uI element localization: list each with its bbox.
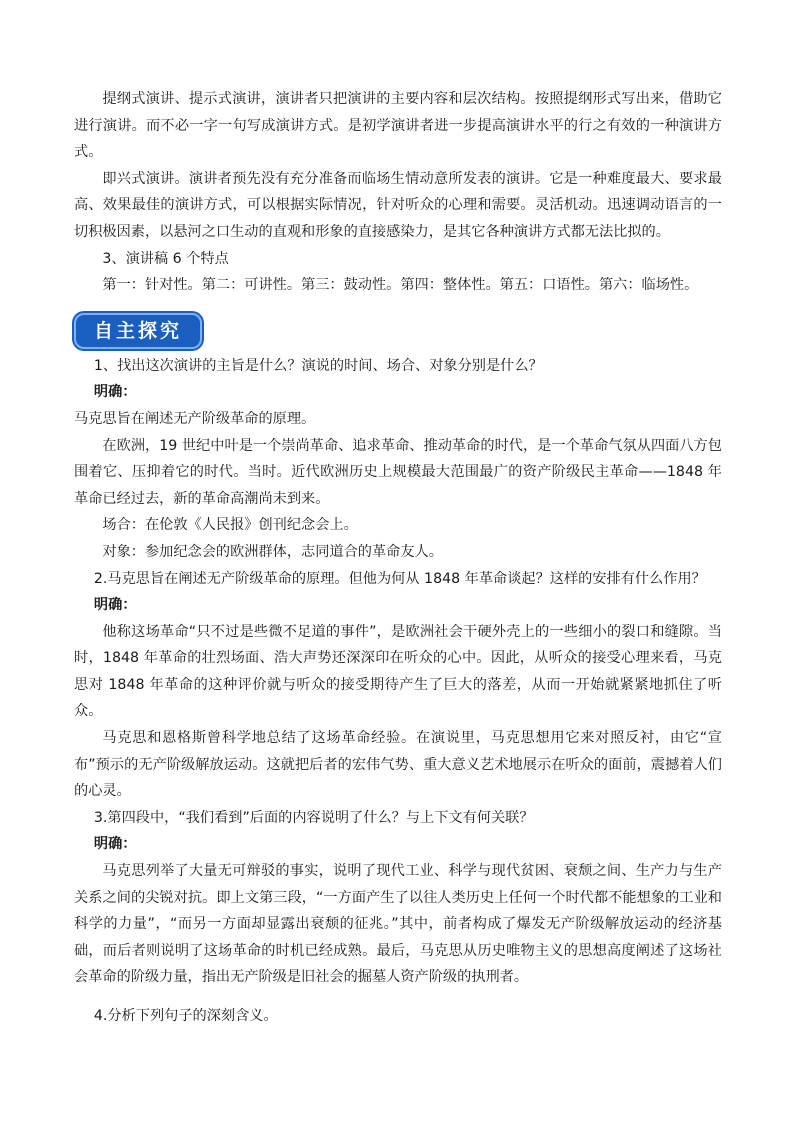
section-badge-self-study: 自主探究 <box>74 313 202 349</box>
answer-label-3: 明确： <box>93 836 137 853</box>
answer-label-1: 明确： <box>93 384 137 401</box>
answer-3-paragraph-1: 马克思列举了大量无可辩驳的事实，说明了现代工业、科学与现代贫困、衰颓之间、生产力与生产关系之间的尖锐对抗。即上文第三段，“一方面产生了以往人类历史上任何一个时代都不能想象的工业和科学的力量”，“而另一方面却显露出衰颓的征兆。”其中，前者构成了爆发无产阶级解放运动的经济基础，而后者则说明了这场革命的时机已经成熟。最后，马克思从历史唯物主义的思想高度阐述了这场社会革命的阶级力量，指出无产阶级是旧社会的掘墓人资产阶级的执刑者。 <box>74 863 722 986</box>
answer-2-paragraph-1: 他称这场革命“只不过是些微不足道的事件”，是欧洲社会干硬外壳上的一些细小的裂口和缝隙。当时，1848 年革命的壮烈场面、浩大声势还深深印在听众的心中。因此，从听众的接受心理来看，马克思对 1848 年革命的这种评价就与听众的接受期待产生了巨大的落差，从而一开始就紧紧地抓住了听众。 <box>74 623 722 720</box>
document-page <box>74 86 722 1030</box>
answer-1-line-1: 马克思旨在阐述无产阶级革命的原理。 <box>74 410 316 427</box>
question-4: 4.分析下列句子的深刻含义。 <box>93 1008 278 1024</box>
answer-label-2: 明确： <box>93 597 137 614</box>
heading-speech-features: 3、演讲稿 6 个特点 <box>102 250 229 267</box>
answer-1-paragraph-2: 在欧洲，19 世纪中叶是一个崇尚革命、追求革命、推动革命的时代，是一个革命气氛从四面八方包围着它、压抑着它的时代。当时。近代欧洲历史上规模最大范围最广的资产阶级民主革命——1848 年革命已经过去，新的革命高潮尚未到来。 <box>74 437 722 507</box>
question-1: 1、找出这次演讲的主旨是什么？演说的时间、场合、对象分别是什么？ <box>93 357 543 374</box>
answer-1-audience: 对象：参加纪念会的欧洲群体，志同道合的革命友人。 <box>102 543 443 560</box>
paragraph-speech-features: 第一：针对性。第二：可讲性。第三：鼓动性。第四：整体性。第五：口语性。第六：临场性。 <box>102 277 699 294</box>
paragraph-outline-speech: 提纲式演讲、提示式演讲，演讲者只把演讲的主要内容和层次结构。按照提纲形式写出来，借助它进行演讲。而不必一字一句写成演讲方式。是初学演讲者进一步提高演讲水平的行之有效的一种演讲方式。 <box>74 91 722 161</box>
answer-1-occasion: 场合：在伦敦《人民报》创刊纪念会上。 <box>102 517 358 534</box>
answer-2-paragraph-2: 马克思和恩格斯曾科学地总结了这场革命经验。在演说里，马克思想用它来对照反衬，由它“宣布”预示的无产阶级解放运动。这就把后者的宏伟气势、重大意义艺术地展示在听众的面前，震撼着人们的心灵。 <box>74 730 722 800</box>
question-2: 2.马克思旨在阐述无产阶级革命的原理。但他为何从 1848 年革命谈起？这样的安排有什么作用？ <box>93 570 706 587</box>
question-3: 3.第四段中，“我们看到”后面的内容说明了什么？与上下文有何关联？ <box>93 809 534 826</box>
paragraph-impromptu-speech: 即兴式演讲。演讲者预先没有充分准备而临场生情动意所发表的演讲。它是一种难度最大、要求最高、效果最佳的演讲方式，可以根据实际情况，针对听众的心理和需要。灵活机动。迅速调动语言的一切积极因素，以悬河之口生动的直观和形象的直接感染力，是其它各种演讲方式都无法比拟的。 <box>74 170 722 240</box>
